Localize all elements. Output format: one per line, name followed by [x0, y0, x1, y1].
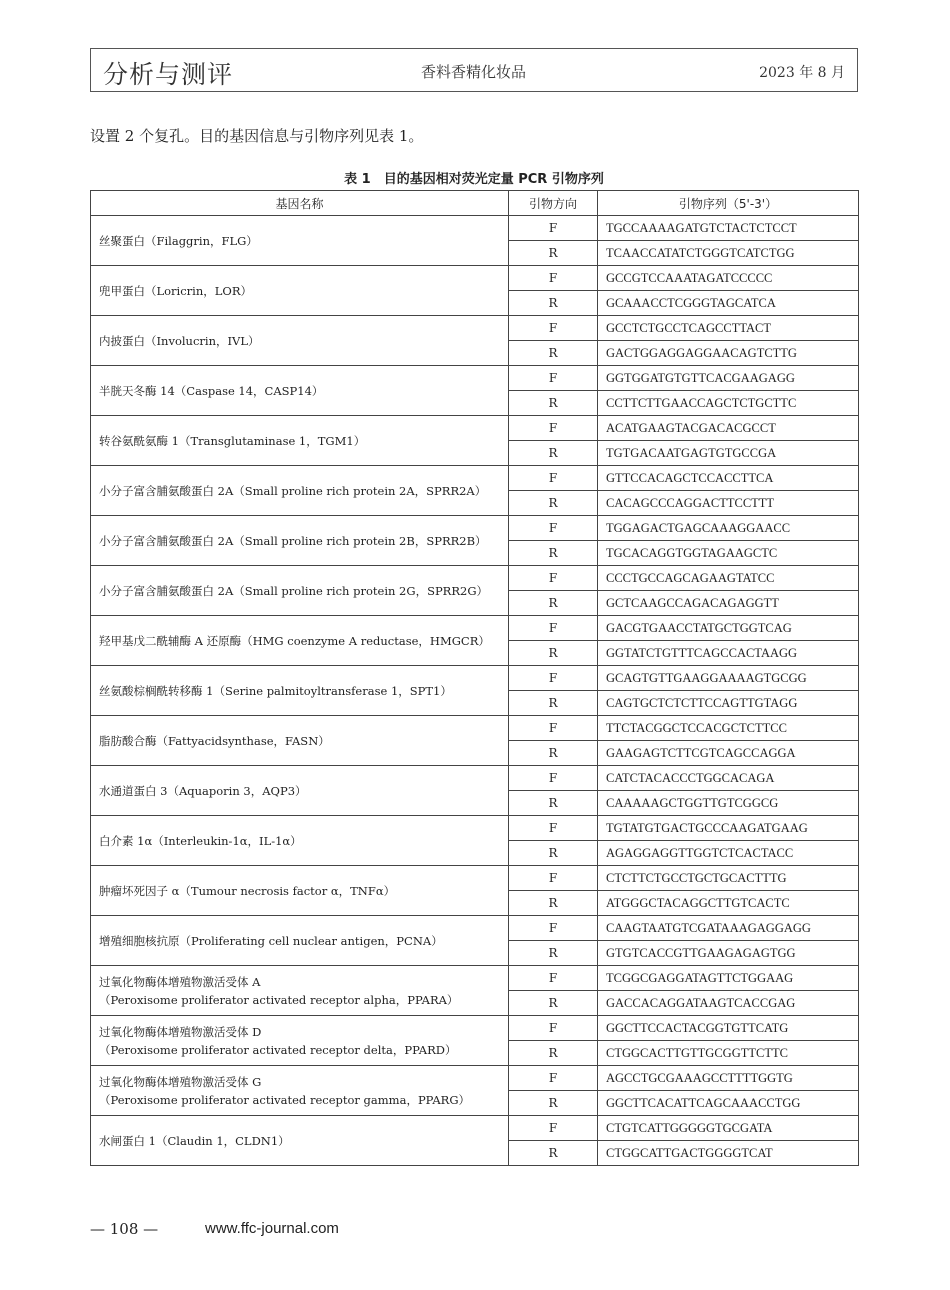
gene-name-line: 丝聚蛋白（Filaggrin，FLG）	[99, 233, 258, 248]
primer-direction-forward: F	[509, 816, 598, 841]
gene-name-cell	[91, 366, 509, 416]
gene-name-cell	[91, 516, 509, 566]
gene-name-cell	[91, 1016, 509, 1066]
primer-direction-reverse: R	[509, 741, 598, 766]
primer-sequence-reverse: CACAGCCCAGGACTTCCTTT	[598, 491, 859, 516]
primer-sequence-forward: GACGTGAACCTATGCTGGTCAG	[598, 616, 859, 641]
primer-direction-reverse: R	[509, 891, 598, 916]
journal-url: www.ffc-journal.com	[205, 1220, 339, 1237]
gene-name-cell	[91, 416, 509, 466]
primer-sequence-forward: TGGAGACTGAGCAAAGGAACC	[598, 516, 859, 541]
primer-sequence-reverse: TCAACCATATCTGGGTCATCTGG	[598, 241, 859, 266]
gene-name-cell	[91, 666, 509, 716]
header-primer-direction: 引物方向	[509, 191, 598, 216]
table-row	[91, 966, 859, 991]
table-row	[91, 1016, 859, 1041]
primer-direction-reverse: R	[509, 491, 598, 516]
gene-name-line: （Peroxisome proliferator activated receptor delta，PPARD）	[99, 1042, 457, 1057]
gene-name-line: 小分子富含脯氨酸蛋白 2A（Small proline rich protein 2G，SPRR2G）	[99, 583, 488, 598]
gene-name-line: 水闸蛋白 1（Claudin 1，CLDN1）	[99, 1133, 290, 1148]
table-row	[91, 1116, 859, 1141]
primer-direction-forward: F	[509, 866, 598, 891]
gene-name-cell	[91, 716, 509, 766]
table-row	[91, 266, 859, 291]
gene-name-cell	[91, 316, 509, 366]
gene-name-cell	[91, 766, 509, 816]
table-caption: 表 1 目的基因相对荧光定量 PCR 引物序列	[344, 172, 604, 187]
primer-sequence-reverse: GACCACAGGATAAGTCACCGAG	[598, 991, 859, 1016]
header-gene-name: 基因名称	[91, 191, 509, 216]
gene-name-line: （Peroxisome proliferator activated receptor gamma，PPARG）	[99, 1092, 471, 1107]
primer-sequence-forward: GCCTCTGCCTCAGCCTTACT	[598, 316, 859, 341]
table-row	[91, 316, 859, 341]
gene-name-cell	[91, 866, 509, 916]
table-row	[91, 616, 859, 641]
primer-sequence-reverse: CCTTCTTGAACCAGCTCTGCTTC	[598, 391, 859, 416]
primer-direction-reverse: R	[509, 791, 598, 816]
primer-table	[90, 190, 859, 1166]
primer-direction-forward: F	[509, 1016, 598, 1041]
primer-sequence-reverse: GGTATCTGTTTCAGCCACTAAGG	[598, 641, 859, 666]
primer-sequence-reverse: CAGTGCTCTCTTCCAGTTGTAGG	[598, 691, 859, 716]
gene-name-line: 半胱天冬酶 14（Caspase 14，CASP14）	[99, 383, 324, 398]
primer-sequence-forward: GGTGGATGTGTTCACGAAGAGG	[598, 366, 859, 391]
table-row	[91, 1066, 859, 1091]
gene-name-line: 白介素 1α（Interleukin-1α，IL-1α）	[99, 833, 302, 848]
gene-name-line: 羟甲基戊二酰辅酶 A 还原酶（HMG coenzyme A reductase，HMGCR）	[99, 633, 490, 648]
primer-direction-forward: F	[509, 966, 598, 991]
page-number: — 108 —	[90, 1220, 159, 1238]
table-row	[91, 416, 859, 441]
gene-name-line: 过氧化物酶体增殖物激活受体 G	[99, 1074, 262, 1089]
journal-name: 香料香精化妆品	[421, 63, 527, 81]
table-row	[91, 716, 859, 741]
primer-sequence-forward: GTTCCACAGCTCCACCTTCA	[598, 466, 859, 491]
primer-direction-forward: F	[509, 916, 598, 941]
gene-name-line: 增殖细胞核抗原（Proliferating cell nuclear antigen，PCNA）	[99, 933, 443, 948]
primer-sequence-forward: TTCTACGGCTCCACGCTCTTCC	[598, 716, 859, 741]
primer-sequence-forward: TGTATGTGACTGCCCAAGATGAAG	[598, 816, 859, 841]
gene-name-line: 肿瘤坏死因子 α（Tumour necrosis factor α，TNFα）	[99, 883, 396, 898]
table-row	[91, 366, 859, 391]
section-title: 分析与测评	[103, 60, 234, 89]
gene-name-line: （Peroxisome proliferator activated receptor alpha，PPARA）	[99, 992, 459, 1007]
primer-direction-forward: F	[509, 566, 598, 591]
primer-direction-reverse: R	[509, 991, 598, 1016]
gene-name-cell	[91, 1066, 509, 1116]
primer-sequence-forward: CTGTCATTGGGGGTGCGATA	[598, 1116, 859, 1141]
primer-direction-forward: F	[509, 266, 598, 291]
primer-direction-forward: F	[509, 616, 598, 641]
gene-name-cell	[91, 816, 509, 866]
primer-direction-reverse: R	[509, 1091, 598, 1116]
table-row	[91, 216, 859, 241]
table-row	[91, 866, 859, 891]
table-row	[91, 516, 859, 541]
primer-direction-forward: F	[509, 666, 598, 691]
primer-sequence-forward: CCCTGCCAGCAGAAGTATCC	[598, 566, 859, 591]
primer-direction-forward: F	[509, 1116, 598, 1141]
primer-direction-forward: F	[509, 216, 598, 241]
primer-direction-forward: F	[509, 316, 598, 341]
primer-direction-forward: F	[509, 516, 598, 541]
primer-direction-forward: F	[509, 766, 598, 791]
primer-direction-reverse: R	[509, 641, 598, 666]
table-row	[91, 466, 859, 491]
primer-sequence-reverse: GACTGGAGGAGGAACAGTCTTG	[598, 341, 859, 366]
primer-sequence-forward: CTCTTCTGCCTGCTGCACTTTG	[598, 866, 859, 891]
primer-direction-forward: F	[509, 366, 598, 391]
gene-name-cell	[91, 566, 509, 616]
gene-name-cell	[91, 966, 509, 1016]
primer-sequence-reverse: CTGGCATTGACTGGGGTCAT	[598, 1141, 859, 1166]
primer-sequence-forward: CAAGTAATGTCGATAAAGAGGAGG	[598, 916, 859, 941]
primer-sequence-reverse: GAAGAGTCTTCGTCAGCCAGGA	[598, 741, 859, 766]
primer-sequence-forward: GGCTTCCACTACGGTGTTCATG	[598, 1016, 859, 1041]
primer-direction-reverse: R	[509, 441, 598, 466]
primer-sequence-reverse: GCAAACCTCGGGTAGCATCA	[598, 291, 859, 316]
primer-sequence-reverse: GTGTCACCGTTGAAGAGAGTGG	[598, 941, 859, 966]
primer-direction-reverse: R	[509, 291, 598, 316]
primer-direction-forward: F	[509, 1066, 598, 1091]
table-header-row	[91, 191, 859, 216]
primer-sequence-reverse: CTGGCACTTGTTGCGGTTCTTC	[598, 1041, 859, 1066]
table-row	[91, 666, 859, 691]
primer-sequence-reverse: AGAGGAGGTTGGTCTCACTACC	[598, 841, 859, 866]
primer-sequence-forward: CATCTACACCCTGGCACAGA	[598, 766, 859, 791]
primer-sequence-reverse: TGTGACAATGAGTGTGCCGA	[598, 441, 859, 466]
primer-direction-reverse: R	[509, 341, 598, 366]
table-row	[91, 766, 859, 791]
page-header	[90, 48, 858, 92]
gene-name-line: 丝氨酸棕榈酰转移酶 1（Serine palmitoyltransferase 1，SPT1）	[99, 683, 452, 698]
primer-sequence-reverse: GGCTTCACATTCAGCAAACCTGG	[598, 1091, 859, 1116]
intro-paragraph: 设置 2 个复孔。目的基因信息与引物序列见表 1。	[90, 127, 424, 145]
gene-name-line: 过氧化物酶体增殖物激活受体 D	[99, 1024, 262, 1039]
gene-name-line: 过氧化物酶体增殖物激活受体 A	[99, 974, 261, 989]
primer-direction-reverse: R	[509, 1041, 598, 1066]
primer-sequence-reverse: CAAAAAGCTGGTTGTCGGCG	[598, 791, 859, 816]
gene-name-cell	[91, 616, 509, 666]
primer-direction-reverse: R	[509, 691, 598, 716]
table-row	[91, 566, 859, 591]
gene-name-cell	[91, 216, 509, 266]
gene-name-cell	[91, 266, 509, 316]
primer-direction-forward: F	[509, 416, 598, 441]
primer-direction-reverse: R	[509, 1141, 598, 1166]
issue-date: 2023 年 8 月	[759, 65, 845, 81]
primer-direction-reverse: R	[509, 591, 598, 616]
primer-sequence-forward: ACATGAAGTACGACACGCCT	[598, 416, 859, 441]
header-primer-sequence: 引物序列（5'-3'）	[598, 191, 859, 216]
gene-name-line: 脂肪酸合酶（Fattyacidsynthase，FASN）	[99, 733, 330, 748]
primer-direction-forward: F	[509, 466, 598, 491]
primer-sequence-reverse: TGCACAGGTGGTAGAAGCTC	[598, 541, 859, 566]
primer-direction-reverse: R	[509, 391, 598, 416]
primer-sequence-reverse: ATGGGCTACAGGCTTGTCACTC	[598, 891, 859, 916]
gene-name-cell	[91, 916, 509, 966]
primer-sequence-reverse: GCTCAAGCCAGACAGAGGTT	[598, 591, 859, 616]
gene-name-line: 小分子富含脯氨酸蛋白 2A（Small proline rich protein 2A，SPRR2A）	[99, 483, 487, 498]
primer-direction-reverse: R	[509, 841, 598, 866]
primer-direction-reverse: R	[509, 241, 598, 266]
gene-name-line: 水通道蛋白 3（Aquaporin 3，AQP3）	[99, 783, 307, 798]
gene-name-cell	[91, 466, 509, 516]
primer-sequence-forward: TGCCAAAAGATGTCTACTCTCCT	[598, 216, 859, 241]
primer-sequence-forward: GCAGTGTTGAAGGAAAAGTGCGG	[598, 666, 859, 691]
table-row	[91, 916, 859, 941]
primer-direction-reverse: R	[509, 941, 598, 966]
gene-name-line: 转谷氨酰氨酶 1（Transglutaminase 1，TGM1）	[99, 433, 366, 448]
primer-sequence-forward: TCGGCGAGGATAGTTCTGGAAG	[598, 966, 859, 991]
primer-direction-reverse: R	[509, 541, 598, 566]
primer-sequence-forward: AGCCTGCGAAAGCCTTTTGGTG	[598, 1066, 859, 1091]
gene-name-line: 兜甲蛋白（Loricrin，LOR）	[99, 283, 252, 298]
gene-name-cell	[91, 1116, 509, 1166]
table-row	[91, 816, 859, 841]
primer-direction-forward: F	[509, 716, 598, 741]
primer-sequence-forward: GCCGTCCAAATAGATCCCCC	[598, 266, 859, 291]
gene-name-line: 内披蛋白（Involucrin，IVL）	[99, 333, 260, 348]
gene-name-line: 小分子富含脯氨酸蛋白 2A（Small proline rich protein 2B，SPRR2B）	[99, 533, 487, 548]
